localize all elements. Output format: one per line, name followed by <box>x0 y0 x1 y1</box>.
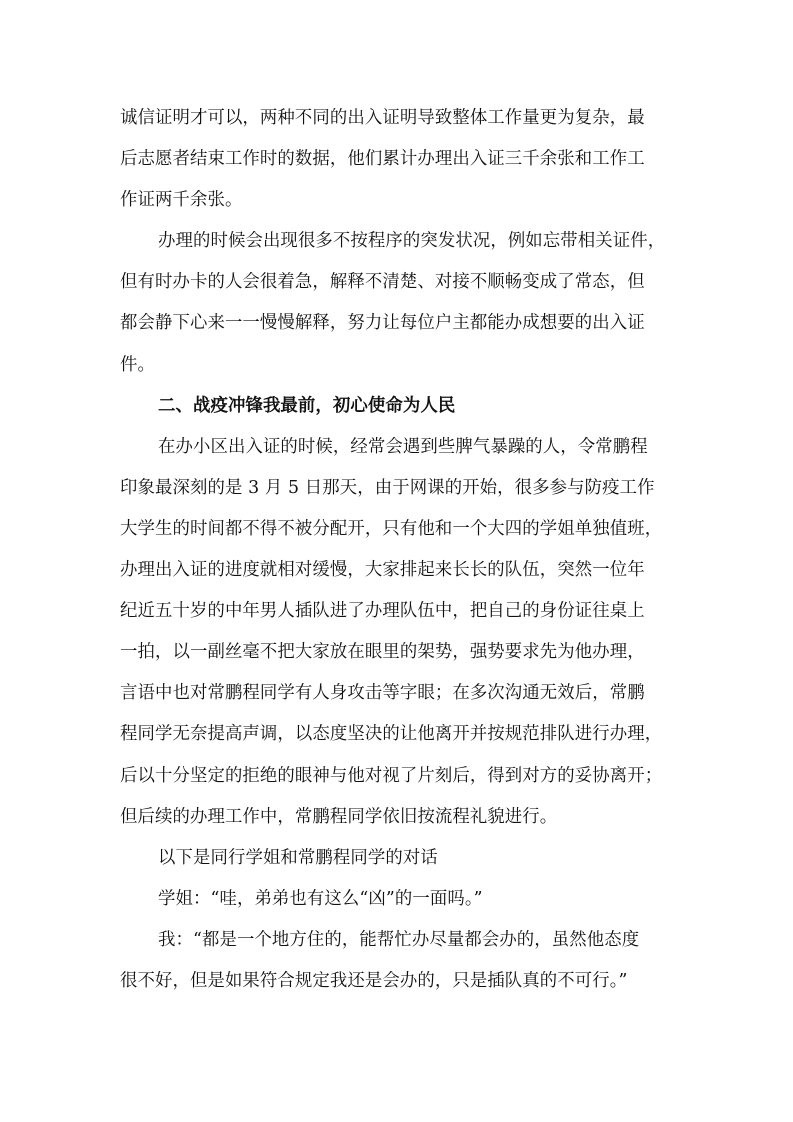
body-line: 大学生的时间都不得不被分配开，只有他和一个大四的学姐单独值班， <box>120 518 663 539</box>
dialogue-line: 学姐：“哇，弟弟也有这么“凶”的一面吗。” <box>158 888 483 909</box>
body-line: 都会静下心来一一慢慢解释，努力让每位户主都能办成想要的出入证 <box>120 313 645 334</box>
body-line: 印象最深刻的是 3 月 5 日那天，由于网课的开始，很多参与防疫工作 <box>120 477 655 498</box>
body-line: 一拍，以一副丝毫不把大家放在眼里的架势，强势要求先为他办理， <box>120 642 645 663</box>
body-line: 办理的时候会出现很多不按程序的突发状况，例如忘带相关证件， <box>158 231 666 252</box>
dialogue-line: 很不好，但是如果符合规定我还是会办的，只是插队真的不可行。” <box>120 970 628 991</box>
body-line: 纪近五十岁的中年男人插队进了办理队伍中，把自己的身份证往桌上 <box>120 601 645 622</box>
dialogue-line: 我：“都是一个地方住的，能帮忙办尽量都会办的，虽然他态度 <box>158 929 640 950</box>
body-line: 后以十分坚定的拒绝的眼神与他对视了片刻后，得到对方的妥协离开； <box>120 765 663 786</box>
body-line: 以下是同行学姐和常鹏程同学的对话 <box>158 847 438 868</box>
body-line: 办理出入证的进度就相对缓慢，大家排起来长长的队伍，突然一位年 <box>120 560 645 581</box>
body-line: 程同学无奈提高声调，以态度坚决的让他离开并按规范排队进行办理， <box>120 724 663 745</box>
document-body <box>120 98 680 1002</box>
body-line: 但有时办卡的人会很着急，解释不清楚、对接不顺畅变成了常态，但 <box>120 272 645 293</box>
body-line: 诚信证明才可以，两种不同的出入证明导致整体工作量更为复杂，最 <box>120 108 645 128</box>
body-line: 件。 <box>120 354 155 375</box>
body-line: 但后续的办理工作中，常鹏程同学依旧按流程礼貌进行。 <box>120 806 558 827</box>
body-line: 后志愿者结束工作时的数据，他们累计办理出入证三千余张和工作工 <box>120 149 645 170</box>
body-line: 作证两千余张。 <box>120 190 243 211</box>
body-line: 言语中也对常鹏程同学有人身攻击等字眼；在多次沟通无效后，常鹏 <box>120 683 645 704</box>
section-heading: 二、战疫冲锋我最前，初心使命为人民 <box>158 395 456 416</box>
body-line: 在办小区出入证的时候，经常会遇到些脾气暴躁的人，令常鹏程 <box>158 436 648 457</box>
